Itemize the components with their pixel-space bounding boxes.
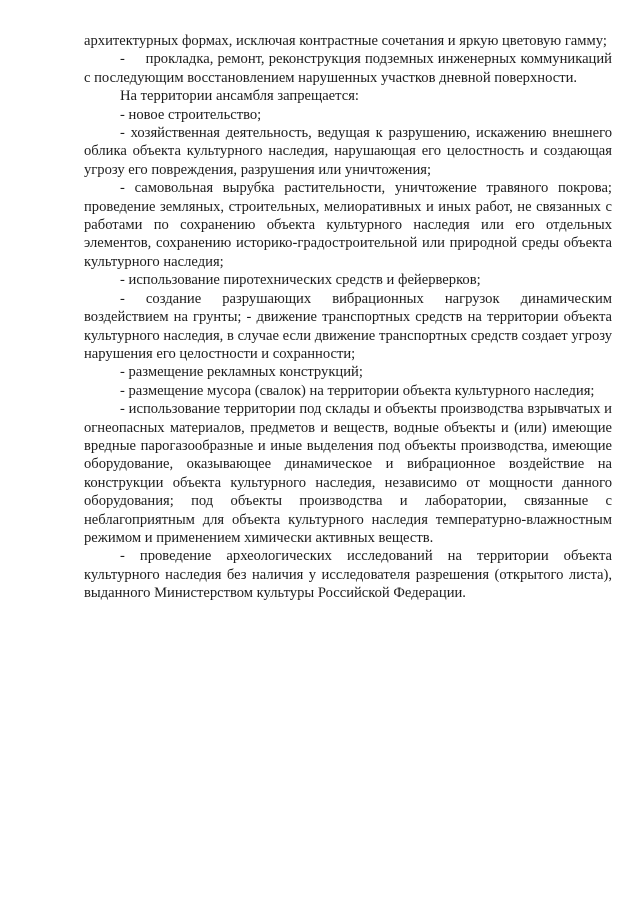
document-page: [84, 32, 612, 603]
list-item-advertising: - размещение рекламных конструкций;: [120, 364, 363, 381]
list-item-waste: - размещение мусора (свалок) на территории объекта культурного наследия;: [120, 382, 595, 399]
list-item-vibration-traffic: - создание разрушающих вибрационных нагрузок динамическим воздействием на грунты; - движение транспортных средств на территории объекта культурного наследия, в случае если движение транспортных средств создает угрозу нарушения его целостности и сохранности;: [84, 290, 612, 362]
list-item-vegetation-works: - самовольная вырубка растительности, уничтожение травяного покрова; проведение земляных, строительных, мелиоративных и иных работ, не связанных с работами по сохранению объекта культурного наследия или его отдельных элементов, сохранению историко-градостроительной или природной среды объекта культурного наследия;: [84, 180, 612, 270]
paragraph-continuation: архитектурных формах, исключая контрастные сочетания и яркую цветовую гамму;: [84, 33, 607, 49]
paragraph-utilities: - прокладка, ремонт, реконструкция подземных инженерных коммуникаций с последующим восстановлением нарушенных участков дневной поверхности.: [84, 51, 612, 86]
list-item-pyrotechnics: - использование пиротехнических средств и фейерверков;: [120, 272, 481, 289]
list-item-economic-activity: - хозяйственная деятельность, ведущая к разрушению, искажению внешнего облика объекта культурного наследия, нарушающая его целостность и создающая угрозу его повреждения, разрушения или уничтожения;: [84, 125, 612, 178]
list-item-warehouses-production: - использование территории под склады и объекты производства взрывчатых и огнеопасных материалов, предметов и веществ, водные объекты и (или) имеющие вредные парогазообразные и иные выделения под объекты производства, имеющие оборудование, оказывающее динамическое и вибрационное воздействие на конструкции объекта культурного наследия, независимо от мощности данного оборудования; под объекты производства и лаборатории, связанные с неблагоприятным для объекта культурного наследия температурно-влажностным режимом и применением химически активных веществ.: [84, 401, 612, 546]
list-item-archaeology: - проведение археологических исследований на территории объекта культурного наследия без наличия у исследователя разрешения (открытого листа), выданного Министерством культуры Российской Федерации.: [84, 548, 612, 602]
paragraph-prohibitions-heading: На территории ансамбля запрещается:: [120, 88, 359, 105]
list-item-new-construction: - новое строительство;: [120, 106, 262, 123]
